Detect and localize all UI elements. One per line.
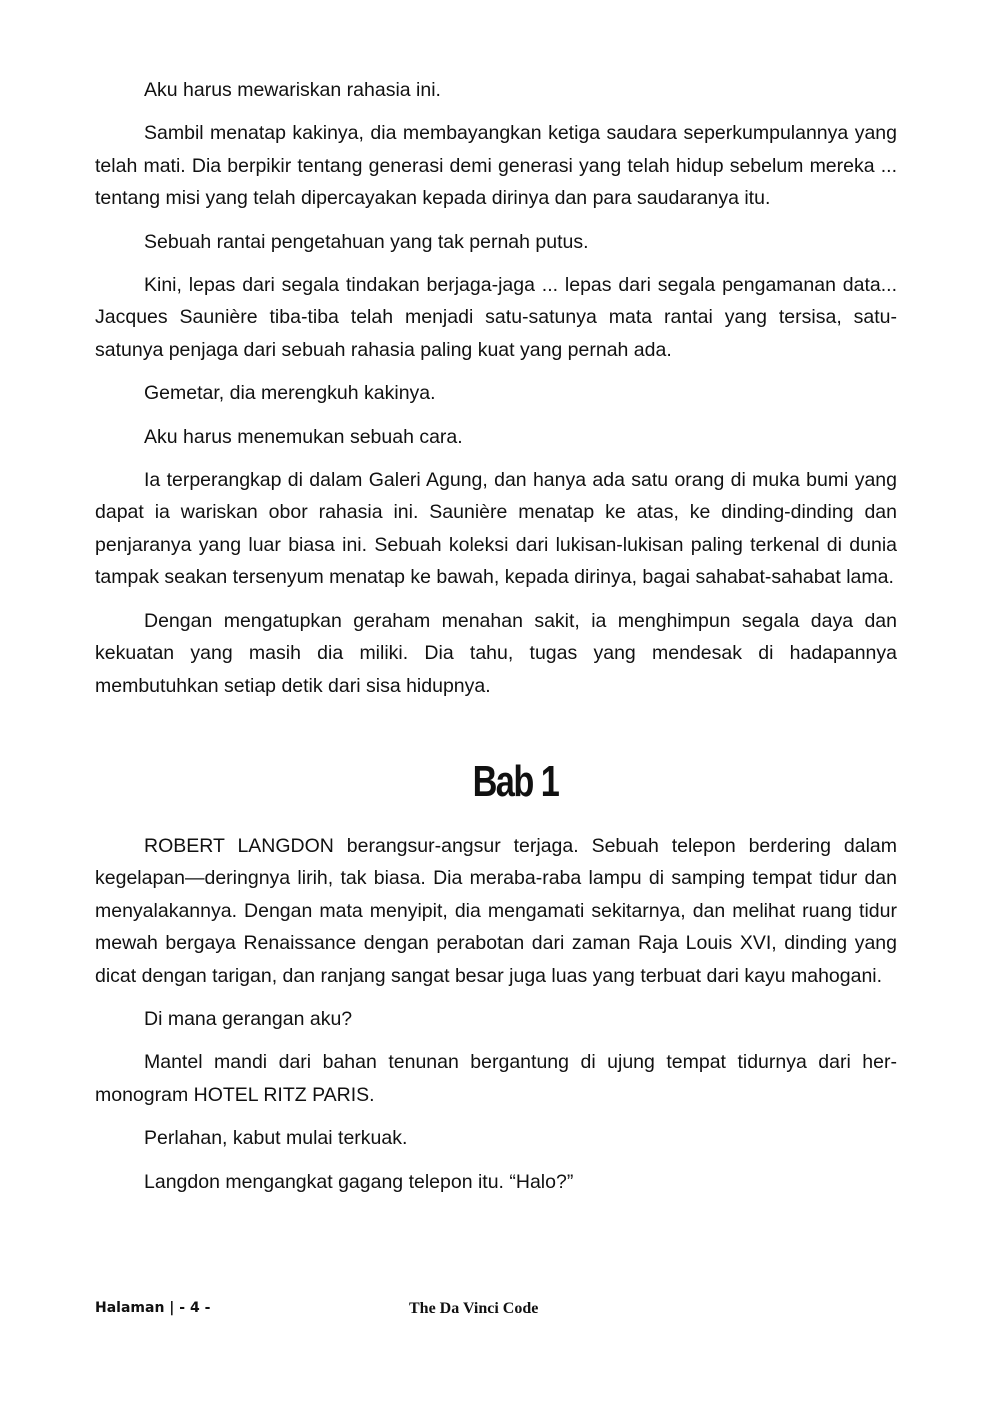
- paragraph: Dengan mengatupkan geraham menahan sakit, ia menghimpun segala daya dan kekuatan yang masih dia miliki. Dia tahu, tugas yang mendesak di hadapannya membutuhkan setiap detik dari sisa hidupnya.: [95, 609, 897, 697]
- paragraph: Sambil menatap kakinya, dia membayangkan ketiga saudara seperkumpulannya yang telah mati. Dia berpikir tentang generasi demi generasi yang telah hidup sebelum mereka ... tentang misi yang telah dipercayakan kepada dirinya dan para saudaranya itu.: [95, 122, 897, 210]
- paragraph: Mantel mandi dari bahan tenunan bergantung di ujung tempat tidurnya dari her-monogram HOTEL RITZ PARIS.: [95, 1051, 897, 1106]
- paragraph: Kini, lepas dari segala tindakan berjaga-jaga ... lepas dari segala pengamanan data... Jacques Saunière tiba-tiba telah menjadi satu-satunya mata rantai yang tersisa, satu-satunya penjaga dari sebuah rahasia paling kuat yang pernah ada.: [95, 274, 897, 361]
- page-number: Halaman | - 4 -: [95, 1300, 211, 1316]
- paragraph: Gemetar, dia merengkuh kakinya.: [144, 382, 436, 405]
- page-body: [95, 74, 897, 1209]
- paragraph: Di mana gerangan aku?: [144, 1007, 353, 1030]
- paragraph: Langdon mengangkat gagang telepon itu. “Halo?”: [144, 1170, 574, 1193]
- paragraph: Aku harus mewariskan rahasia ini.: [144, 79, 441, 101]
- chapter-title: Bab 1: [472, 756, 559, 806]
- paragraph: Sebuah rantai pengetahuan yang tak pernah putus.: [144, 230, 589, 253]
- book-title: The Da Vinci Code: [409, 1300, 539, 1317]
- paragraph: Perlahan, kabut mulai terkuak.: [144, 1127, 408, 1150]
- paragraph: ROBERT LANGDON berangsur-angsur terjaga. Sebuah telepon berdering dalam kegelapan—deringnya lirih, tak biasa. Dia meraba-raba lampu di samping tempat tidur dan menyalakannya. Dengan mata menyipit, dia mengamati sekitarnya, dan melihat ruang tidur mewah bergaya Renaissance dengan perabotan dari zaman Raja Louis XVI, dinding yang dicat dengan tarigan, dan ranjang sangat besar juga luas yang terbuat dari kayu mahogani.: [95, 834, 897, 987]
- page-footer: [95, 1300, 897, 1324]
- paragraph: Aku harus menemukan sebuah cara.: [144, 425, 463, 448]
- paragraph: Ia terperangkap di dalam Galeri Agung, dan hanya ada satu orang di muka bumi yang dapat ia wariskan obor rahasia ini. Saunière menatap ke atas, ke dinding-dinding dan penjaranya yang luar biasa ini. Sebuah koleksi dari lukisan-lukisan paling terkenal di dunia tampak seakan tersenyum menatap ke bawah, kepada dirinya, bagai sahabat-sahabat lama.: [95, 469, 897, 589]
